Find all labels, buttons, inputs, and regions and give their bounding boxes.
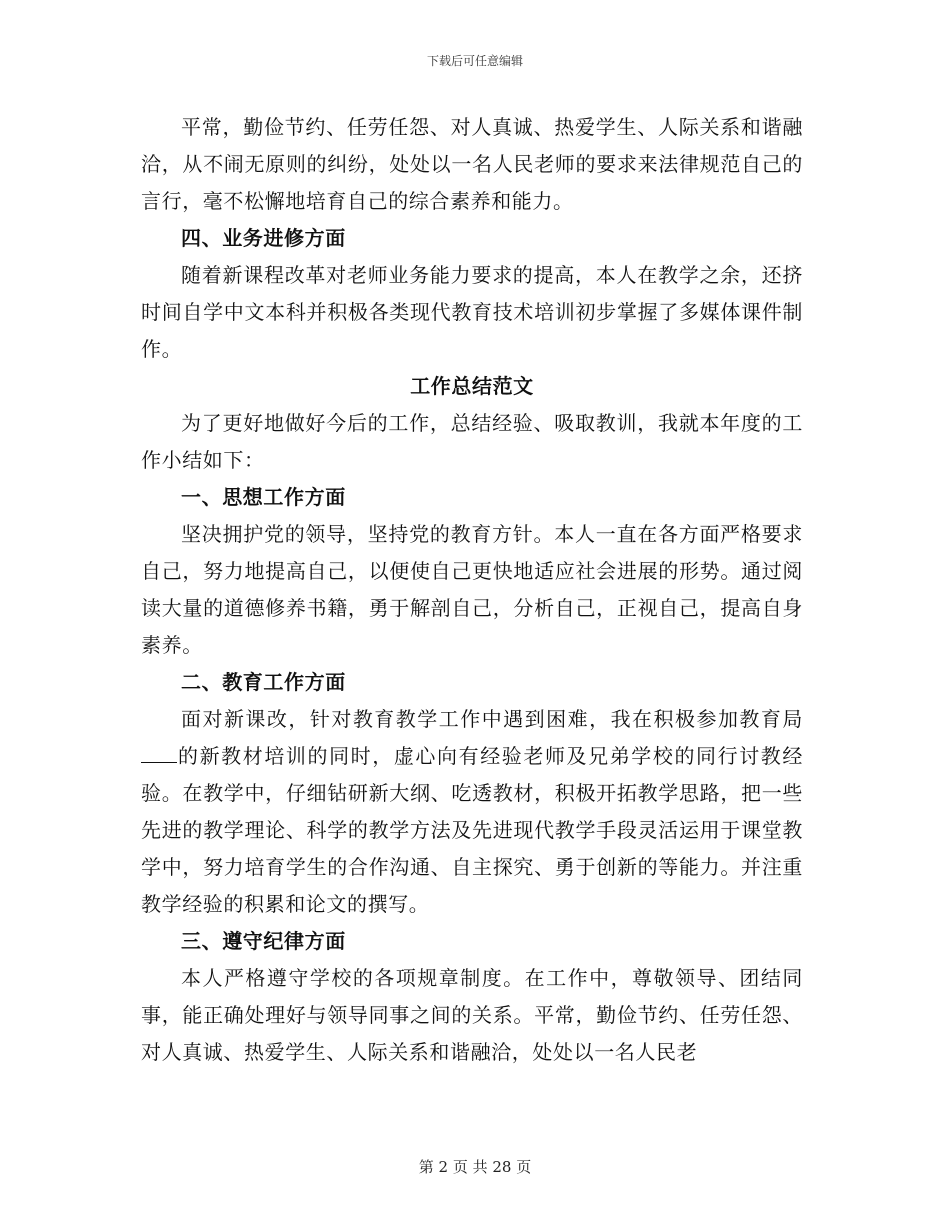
paragraph-section-1: 坚决拥护党的领导，坚持党的教育方针。本人一直在各方面严格要求自己，努力地提高自己，以便使自己更快地适应社会进展的形势。通过阅读大量的道德修养书籍，勇于解剖自己，分析自己，正视自己，提高自身素养。 bbox=[141, 522, 803, 657]
page-header: 下载后可任意编辑 bbox=[426, 54, 523, 68]
document-title: 工作总结范文 bbox=[410, 374, 534, 398]
section-heading-4: 四、业务进修方面 bbox=[181, 226, 346, 250]
paragraph-section-4: 随着新课程改革对老师业务能力要求的提高，本人在教学之余，还挤时间自学中文本科并积极各类现代教育技术培训初步掌握了多媒体课件制作。 bbox=[141, 263, 803, 361]
fill-in-blank bbox=[141, 744, 177, 763]
paragraph-section-2-part-a: 面对新课改，针对教育教学工作中遇到困难，我在积极参加教育局 bbox=[181, 707, 803, 731]
paragraph-continued: 平常，勤俭节约、任劳任怨、对人真诚、热爱学生、人际关系和谐融洽，从不闹无原则的纠纷，处处以一名人民老师的要求来法律规范自己的言行，毫不松懈地培育自己的综合素养和能力。 bbox=[141, 115, 803, 213]
page-footer: 第 2 页 共 28 页 bbox=[418, 1158, 532, 1176]
paragraph-intro: 为了更好地做好今后的工作，总结经验、吸取教训，我就本年度的工作小结如下： bbox=[141, 411, 803, 472]
paragraph-section-3: 本人严格遵守学校的各项规章制度。在工作中，尊敬领导、团结同事，能正确处理好与领导同事之间的关系。平常，勤俭节约、任劳任怨、对人真诚、热爱学生、人际关系和谐融洽，处处以一名人民老 bbox=[141, 966, 803, 1064]
paragraph-section-2 bbox=[141, 701, 803, 923]
section-heading-3: 三、遵守纪律方面 bbox=[181, 929, 346, 953]
section-heading-2: 二、教育工作方面 bbox=[181, 670, 346, 694]
document-body bbox=[141, 109, 803, 1071]
section-heading-1: 一、思想工作方面 bbox=[181, 485, 346, 509]
paragraph-section-2-part-b: 的新教材培训的同时，虚心向有经验老师及兄弟学校的同行讨教经验。在教学中，仔细钻研新大纲、吃透教材，积极开拓教学思路，把一些先进的教学理论、科学的教学方法及先进现代教学手段灵活运用于课堂教学中，努力培育学生的合作沟通、自主探究、勇于创新的等能力。并注重教学经验的积累和论文的撰写。 bbox=[141, 744, 803, 916]
